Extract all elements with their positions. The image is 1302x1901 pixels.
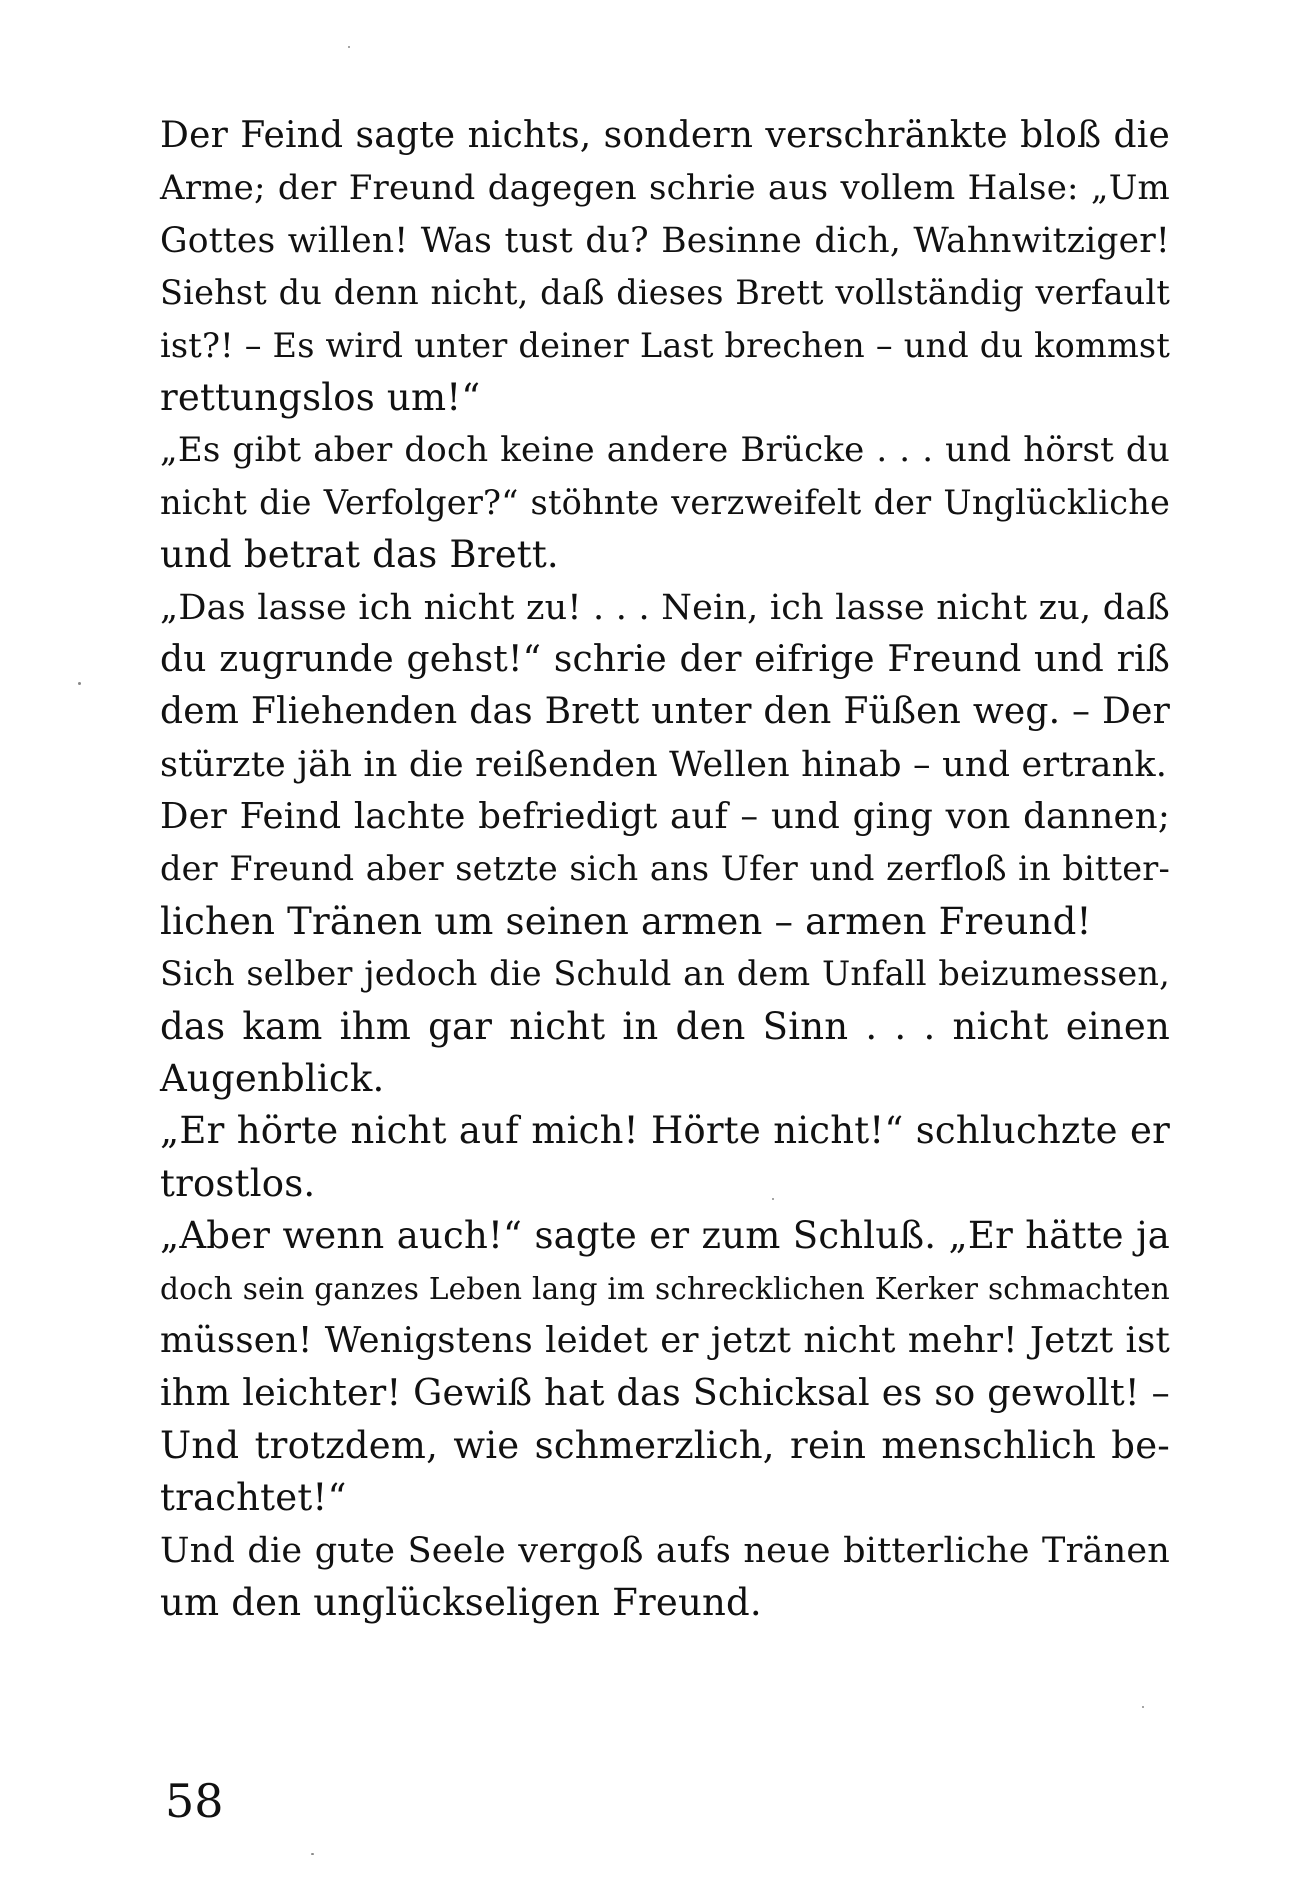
text-line: um den unglückseligen Freund. xyxy=(160,1580,762,1624)
text-line: trostlos. xyxy=(160,1161,316,1205)
text-line: Arme; der Freund dagegen schrie aus vollem Halse: „Um xyxy=(160,168,1170,209)
text-line: Der Feind sagte nichts, sondern verschränkte bloß die xyxy=(160,115,1170,156)
text-line: ihm leichter! Gewiß hat das Schicksal es so gewollt! – xyxy=(160,1371,1170,1415)
paper-speck xyxy=(311,1853,314,1855)
text-line: „Aber wenn auch!“ sagte er zum Schluß. „Er hätte ja xyxy=(160,1214,1170,1258)
text-line: Und trotzdem, wie schmerzlich, rein menschlich be- xyxy=(160,1423,1170,1467)
text-line: „Es gibt aber doch keine andere Brücke . . . und hörst du xyxy=(160,430,1170,471)
paper-speck xyxy=(348,46,350,48)
text-line: stürzte jäh in die reißenden Wellen hinab – und ertrank. xyxy=(160,744,1168,785)
text-line: müssen! Wenigstens leidet er jetzt nicht mehr! Jetzt ist xyxy=(160,1319,1170,1361)
text-line: rettungslos um!“ xyxy=(160,375,481,419)
page-number: 58 xyxy=(165,1774,224,1828)
text-line: trachtet!“ xyxy=(160,1476,347,1520)
text-line: das kam ihm gar nicht in den Sinn . . . nicht einen xyxy=(160,1004,1170,1048)
paper-speck xyxy=(1142,1706,1144,1708)
text-line: Der Feind lachte befriedigt auf – und ging von dannen; xyxy=(160,796,1170,838)
body-text xyxy=(160,110,1170,1629)
paper-speck xyxy=(78,682,81,685)
text-line: doch sein ganzes Leben lang im schrecklichen Kerker schmachten xyxy=(160,1271,1170,1306)
text-line: „Das lasse ich nicht zu! . . . Nein, ich lasse nicht zu, daß xyxy=(160,587,1170,628)
text-line: ist?! – Es wird unter deiner Last brechen – und du kommst xyxy=(160,325,1170,365)
text-line: Siehst du denn nicht, daß dieses Brett vollständig verfault xyxy=(160,273,1170,313)
text-line: du zugrunde gehst!“ schrie der eifrige Freund und riß xyxy=(160,638,1170,680)
text-line: der Freund aber setzte sich ans Ufer und zerfloß in bitter- xyxy=(160,849,1170,889)
text-line: nicht die Verfolger?“ stöhnte verzweifelt der Unglückliche xyxy=(160,482,1170,522)
text-line: „Er hörte nicht auf mich! Hörte nicht!“ schluchzte er xyxy=(160,1109,1170,1153)
text-line: Und die gute Seele vergoß aufs neue bitterliche Tränen xyxy=(160,1530,1170,1571)
text-line: und betrat das Brett. xyxy=(160,533,559,577)
text-line: Sich selber jedoch die Schuld an dem Unfall beizumessen, xyxy=(160,954,1170,994)
text-line: lichen Tränen um seinen armen – armen Freund! xyxy=(160,899,1092,943)
text-line: dem Fliehenden das Brett unter den Füßen weg. – Der xyxy=(160,691,1170,733)
text-line: Augenblick. xyxy=(160,1057,385,1101)
text-line: Gottes willen! Was tust du? Besinne dich, Wahnwitziger! xyxy=(160,220,1170,261)
